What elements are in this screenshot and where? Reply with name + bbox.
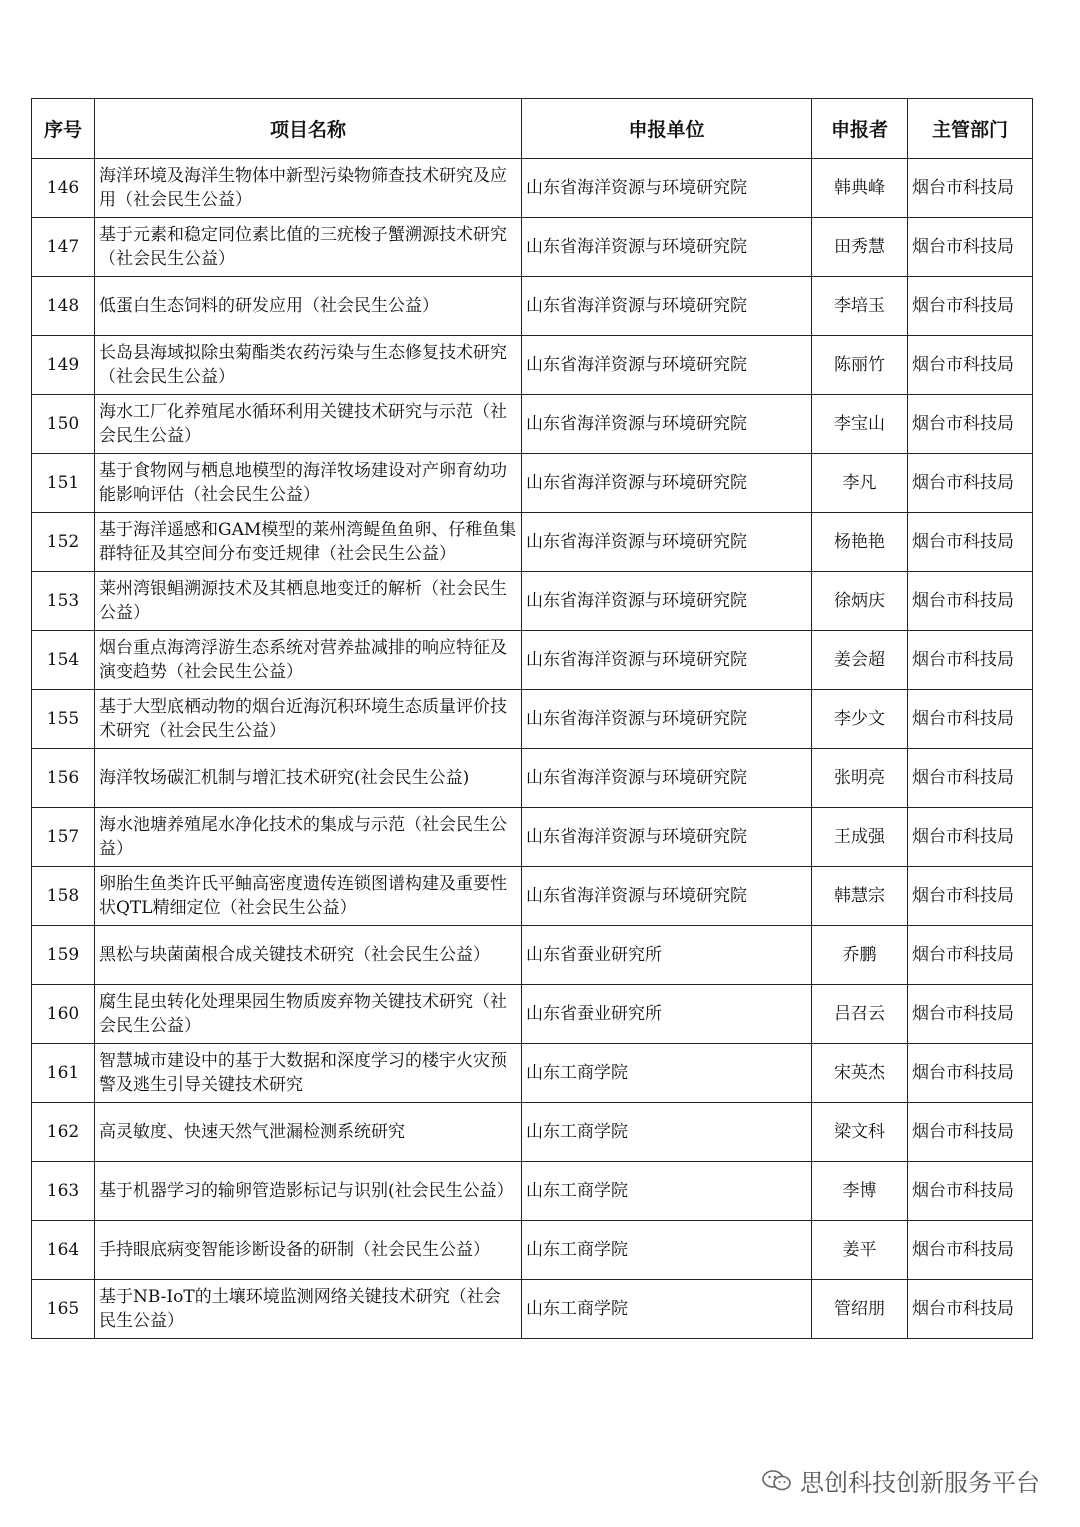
cell-unit: 山东省海洋资源与环境研究院 <box>522 808 812 867</box>
cell-department: 烟台市科技局 <box>908 985 1033 1044</box>
cell-seq: 155 <box>32 690 95 749</box>
cell-seq: 163 <box>32 1162 95 1221</box>
header-project-name: 项目名称 <box>95 99 522 159</box>
table-header-row <box>32 99 1033 159</box>
table-row <box>32 1044 1033 1103</box>
cell-applicant: 李凡 <box>812 454 908 513</box>
table-row <box>32 631 1033 690</box>
cell-seq: 151 <box>32 454 95 513</box>
cell-applicant: 杨艳艳 <box>812 513 908 572</box>
cell-unit: 山东工商学院 <box>522 1044 812 1103</box>
cell-seq: 165 <box>32 1280 95 1339</box>
cell-unit: 山东省蚕业研究所 <box>522 985 812 1044</box>
cell-project-name: 海洋牧场碳汇机制与增汇技术研究(社会民生公益) <box>95 749 522 808</box>
cell-seq: 164 <box>32 1221 95 1280</box>
table-row <box>32 454 1033 513</box>
cell-applicant: 陈丽竹 <box>812 336 908 395</box>
cell-department: 烟台市科技局 <box>908 926 1033 985</box>
table-row <box>32 808 1033 867</box>
cell-department: 烟台市科技局 <box>908 1044 1033 1103</box>
cell-department: 烟台市科技局 <box>908 1280 1033 1339</box>
cell-project-name: 海洋环境及海洋生物体中新型污染物筛查技术研究及应用（社会民生公益） <box>95 159 522 218</box>
cell-department: 烟台市科技局 <box>908 631 1033 690</box>
cell-project-name: 烟台重点海湾浮游生态系统对营养盐减排的响应特征及演变趋势（社会民生公益） <box>95 631 522 690</box>
cell-applicant: 宋英杰 <box>812 1044 908 1103</box>
table-row <box>32 159 1033 218</box>
cell-department: 烟台市科技局 <box>908 1162 1033 1221</box>
table-row <box>32 1221 1033 1280</box>
cell-project-name: 高灵敏度、快速天然气泄漏检测系统研究 <box>95 1103 522 1162</box>
cell-applicant: 吕召云 <box>812 985 908 1044</box>
cell-department: 烟台市科技局 <box>908 513 1033 572</box>
cell-project-name: 低蛋白生态饲料的研发应用（社会民生公益） <box>95 277 522 336</box>
table-row <box>32 277 1033 336</box>
cell-department: 烟台市科技局 <box>908 454 1033 513</box>
header-seq: 序号 <box>32 99 95 159</box>
cell-seq: 149 <box>32 336 95 395</box>
cell-seq: 159 <box>32 926 95 985</box>
cell-project-name: 卵胎生鱼类许氏平鲉高密度遗传连锁图谱构建及重要性状QTL精细定位（社会民生公益） <box>95 867 522 926</box>
table-row <box>32 395 1033 454</box>
cell-applicant: 管绍朋 <box>812 1280 908 1339</box>
cell-department: 烟台市科技局 <box>908 572 1033 631</box>
table-row <box>32 749 1033 808</box>
cell-unit: 山东省蚕业研究所 <box>522 926 812 985</box>
cell-project-name: 基于食物网与栖息地模型的海洋牧场建设对产卵育幼功能影响评估（社会民生公益） <box>95 454 522 513</box>
table-row <box>32 690 1033 749</box>
cell-department: 烟台市科技局 <box>908 749 1033 808</box>
cell-applicant: 姜平 <box>812 1221 908 1280</box>
cell-applicant: 李少文 <box>812 690 908 749</box>
cell-unit: 山东省海洋资源与环境研究院 <box>522 277 812 336</box>
cell-unit: 山东工商学院 <box>522 1103 812 1162</box>
cell-unit: 山东省海洋资源与环境研究院 <box>522 336 812 395</box>
watermark-text: 思创科技创新服务平台 <box>800 1469 1040 1497</box>
cell-seq: 152 <box>32 513 95 572</box>
cell-applicant: 乔鹏 <box>812 926 908 985</box>
cell-project-name: 海水工厂化养殖尾水循环利用关键技术研究与示范（社会民生公益） <box>95 395 522 454</box>
header-department: 主管部门 <box>908 99 1033 159</box>
cell-seq: 146 <box>32 159 95 218</box>
cell-project-name: 基于NB-IoT的土壤环境监测网络关键技术研究（社会民生公益） <box>95 1280 522 1339</box>
cell-applicant: 梁文科 <box>812 1103 908 1162</box>
cell-department: 烟台市科技局 <box>908 218 1033 277</box>
table-row <box>32 926 1033 985</box>
table-row <box>32 218 1033 277</box>
cell-seq: 158 <box>32 867 95 926</box>
cell-applicant: 韩典峰 <box>812 159 908 218</box>
cell-applicant: 李培玉 <box>812 277 908 336</box>
cell-seq: 153 <box>32 572 95 631</box>
cell-unit: 山东省海洋资源与环境研究院 <box>522 572 812 631</box>
table-row <box>32 336 1033 395</box>
table-body <box>32 159 1033 1339</box>
cell-seq: 150 <box>32 395 95 454</box>
cell-project-name: 基于元素和稳定同位素比值的三疣梭子蟹溯源技术研究（社会民生公益） <box>95 218 522 277</box>
cell-department: 烟台市科技局 <box>908 690 1033 749</box>
wechat-icon <box>762 1469 792 1493</box>
cell-unit: 山东工商学院 <box>522 1280 812 1339</box>
watermark <box>762 1463 1040 1498</box>
cell-applicant: 姜会超 <box>812 631 908 690</box>
cell-project-name: 莱州湾银鲳溯源技术及其栖息地变迁的解析（社会民生公益） <box>95 572 522 631</box>
cell-unit: 山东省海洋资源与环境研究院 <box>522 454 812 513</box>
table-row <box>32 867 1033 926</box>
cell-unit: 山东省海洋资源与环境研究院 <box>522 159 812 218</box>
header-unit: 申报单位 <box>522 99 812 159</box>
cell-department: 烟台市科技局 <box>908 867 1033 926</box>
table-row <box>32 985 1033 1044</box>
cell-seq: 162 <box>32 1103 95 1162</box>
cell-seq: 157 <box>32 808 95 867</box>
cell-unit: 山东省海洋资源与环境研究院 <box>522 749 812 808</box>
cell-project-name: 长岛县海域拟除虫菊酯类农药污染与生态修复技术研究（社会民生公益） <box>95 336 522 395</box>
cell-applicant: 李宝山 <box>812 395 908 454</box>
cell-project-name: 智慧城市建设中的基于大数据和深度学习的楼宇火灾预警及逃生引导关键技术研究 <box>95 1044 522 1103</box>
cell-department: 烟台市科技局 <box>908 808 1033 867</box>
cell-seq: 154 <box>32 631 95 690</box>
table-row <box>32 1103 1033 1162</box>
cell-unit: 山东工商学院 <box>522 1162 812 1221</box>
cell-unit: 山东省海洋资源与环境研究院 <box>522 218 812 277</box>
cell-unit: 山东省海洋资源与环境研究院 <box>522 867 812 926</box>
cell-project-name: 基于海洋遥感和GAM模型的莱州湾鳀鱼鱼卵、仔稚鱼集群特征及其空间分布变迁规律（社会民生公益） <box>95 513 522 572</box>
cell-applicant: 田秀慧 <box>812 218 908 277</box>
cell-seq: 156 <box>32 749 95 808</box>
cell-project-name: 海水池塘养殖尾水净化技术的集成与示范（社会民生公益） <box>95 808 522 867</box>
cell-unit: 山东省海洋资源与环境研究院 <box>522 631 812 690</box>
project-table <box>31 98 1033 1339</box>
cell-department: 烟台市科技局 <box>908 1103 1033 1162</box>
cell-department: 烟台市科技局 <box>908 159 1033 218</box>
table-row <box>32 513 1033 572</box>
header-applicant: 申报者 <box>812 99 908 159</box>
cell-unit: 山东省海洋资源与环境研究院 <box>522 513 812 572</box>
cell-seq: 147 <box>32 218 95 277</box>
cell-unit: 山东省海洋资源与环境研究院 <box>522 395 812 454</box>
cell-seq: 148 <box>32 277 95 336</box>
cell-seq: 160 <box>32 985 95 1044</box>
cell-project-name: 腐生昆虫转化处理果园生物质废弃物关键技术研究（社会民生公益） <box>95 985 522 1044</box>
table-row <box>32 1162 1033 1221</box>
table-row <box>32 572 1033 631</box>
cell-applicant: 张明亮 <box>812 749 908 808</box>
cell-project-name: 手持眼底病变智能诊断设备的研制（社会民生公益） <box>95 1221 522 1280</box>
cell-seq: 161 <box>32 1044 95 1103</box>
cell-department: 烟台市科技局 <box>908 395 1033 454</box>
cell-project-name: 黑松与块菌菌根合成关键技术研究（社会民生公益） <box>95 926 522 985</box>
cell-applicant: 徐炳庆 <box>812 572 908 631</box>
cell-department: 烟台市科技局 <box>908 336 1033 395</box>
cell-unit: 山东工商学院 <box>522 1221 812 1280</box>
cell-applicant: 李博 <box>812 1162 908 1221</box>
cell-department: 烟台市科技局 <box>908 1221 1033 1280</box>
cell-project-name: 基于机器学习的输卵管造影标记与识别(社会民生公益） <box>95 1162 522 1221</box>
cell-project-name: 基于大型底栖动物的烟台近海沉积环境生态质量评价技术研究（社会民生公益） <box>95 690 522 749</box>
cell-unit: 山东省海洋资源与环境研究院 <box>522 690 812 749</box>
cell-department: 烟台市科技局 <box>908 277 1033 336</box>
cell-applicant: 韩慧宗 <box>812 867 908 926</box>
table-row <box>32 1280 1033 1339</box>
cell-applicant: 王成强 <box>812 808 908 867</box>
